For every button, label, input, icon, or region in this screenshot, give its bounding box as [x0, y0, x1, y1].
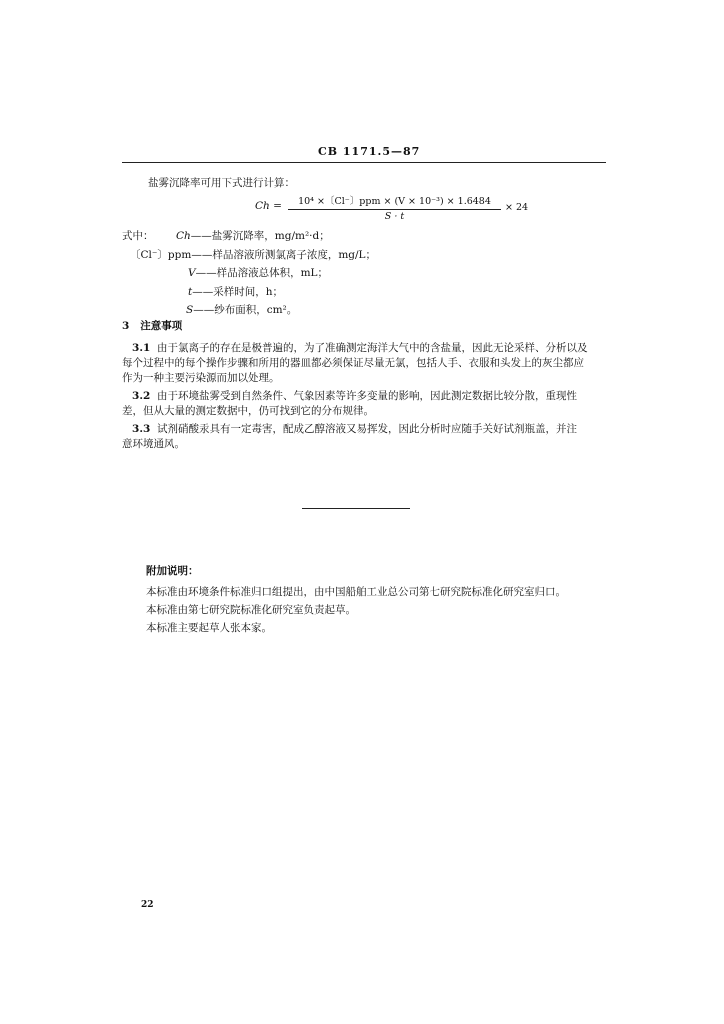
end-rule	[302, 508, 410, 509]
note-3-3: 3.3 试剂硝酸汞具有一定毒害，配成乙醇溶液又易挥发，因此分析时应随手关好试剂瓶盖，并注 意环境通风。	[122, 423, 577, 450]
formula-intro: 盐雾沉降率可用下式进行计算：	[148, 177, 295, 189]
definition-item: S——纱布面积，cm²。	[186, 304, 298, 316]
formula-fraction	[288, 193, 501, 222]
formula-denominator: S · t	[384, 211, 405, 222]
page-number: 22	[141, 900, 154, 910]
header-rule	[122, 162, 606, 163]
definitions-lead: 式中：	[122, 230, 154, 242]
definition-item: 〔Cl⁻〕ppm——样品溶液所测氯离子浓度，mg/L；	[130, 249, 377, 261]
note-3-2: 3.2 由于环境盐雾受到自然条件、气象因素等许多变量的影响，因此测定数据比较分散，重现性 差，但从大量的测定数据中，仍可找到它的分布规律。	[122, 390, 577, 417]
formula-lhs: Ch =	[255, 200, 282, 212]
standard-code: CB 1171.5—87	[318, 145, 421, 158]
section-heading: 3 注意事项	[122, 320, 183, 332]
definition-item: V——样品溶液总体积，mL；	[188, 267, 329, 279]
formula-multiplier: × 24	[505, 202, 529, 213]
definition-item: Ch——盐雾沉降率，mg/m²·d；	[176, 230, 330, 242]
appendix-body: 本标准由环境条件标准归口组提出，由中国船舶工业总公司第七研究院标准化研究室归口。 本标准由第七研究院标准化研究室负责起草。 本标准主要起草人张本家。	[146, 586, 566, 634]
note-3-1: 3.1 由于氯离子的存在是极普遍的，为了准确测定海洋大气中的含盐量，因此无论采样、分析以及 每个过程中的每个操作步骤和所用的器皿都必须保证尽量无氯，包括人手、衣服和头发上的灰尘都应 作为一种主要污染源而加以处理。	[122, 342, 588, 384]
appendix-title: 附加说明：	[146, 565, 199, 577]
definition-item: t——采样时间，h；	[188, 286, 283, 298]
formula-numerator: 10⁴ ×〔Cl⁻〕ppm × (V × 10⁻³) × 1.6484	[288, 193, 501, 210]
